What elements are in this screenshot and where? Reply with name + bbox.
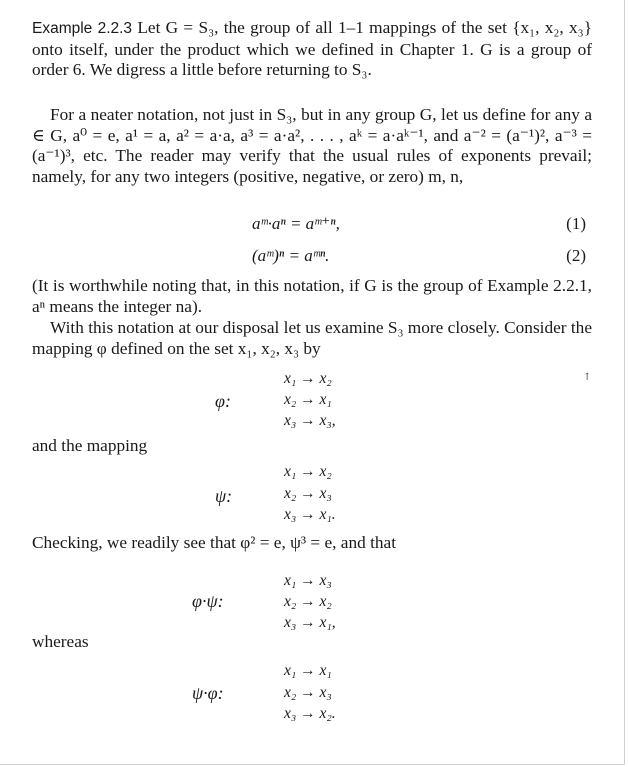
equation-2-number: (2) [566, 246, 586, 265]
checking-text: Checking, we readily see that φ² = e, ψ³ = e, and that [32, 533, 396, 552]
whereas-text: whereas [32, 632, 89, 651]
mapping-phi-psi-row-3: x₃ → x₁, [284, 614, 336, 631]
mapping-psi-phi-row-3: x₃ → x₂. [284, 705, 336, 722]
mapping-phi-psi-name: φ·ψ: [192, 591, 224, 611]
mapping-psi-name: ψ: [215, 486, 233, 506]
mapping-phi-psi-row-2: x₂ → x₂ [284, 593, 332, 610]
equation-1-number: (1) [566, 214, 586, 233]
mapping-psi-phi-row-2: x₂ → x₃ [284, 684, 332, 701]
mapping-psi-phi-row-1: x₁ → x₁ [284, 662, 332, 679]
example-paragraph [32, 18, 592, 81]
equation-2: (aᵐ)ⁿ = aᵐⁿ. [252, 246, 330, 265]
mapping-phi-name: φ: [215, 391, 231, 411]
mapping-psi-row-2: x₂ → x₃ [284, 485, 332, 502]
examine-paragraph: With this notation at our disposal let us examine S₃ more closely. Consider the mapping φ defined on the set x₁, x₂, x₃ by [32, 318, 592, 358]
mapping-phi-psi-row-1: x₁ → x₃ [284, 572, 332, 589]
mapping-phi-row-1: x₁ → x₂ [284, 370, 332, 387]
example-label: Example 2.2.3 [32, 20, 133, 37]
mapping-psi-phi-name: ψ·φ: [192, 683, 224, 703]
mapping-phi-row-3: x₃ → x₃, [284, 412, 336, 429]
margin-mark: ↑ [583, 372, 592, 383]
notation-paragraph: For a neater notation, not just in S₃, but in any group G, let us define for any a ∈ G, a⁰ = e, a¹ = a, a² = a·a, a³ = a·a², . . . , aᵏ = a·aᵏ⁻¹, and a⁻² = (a⁻¹)², a⁻³ = (a⁻¹)³, etc. The reader may verify that the usual rules of exponents prevail; namely, for any two integers (positive, negative, or zero) m, n, [32, 105, 592, 186]
mapping-psi-row-1: x₁ → x₂ [284, 463, 332, 480]
example-text: Let G = S₃, the group of all 1–1 mappings of the set {x₁, x₂, x₃} onto itself, under the product which we defined in Chapter 1. G is a group of order 6. We digress a little before returning to S₃. [32, 18, 592, 79]
equation-1: aᵐ·aⁿ = aᵐ⁺ⁿ, [252, 214, 340, 233]
mapping-phi-row-2: x₂ → x₁ [284, 391, 332, 408]
mapping-psi-row-3: x₃ → x₁. [284, 506, 336, 523]
and-mapping-text: and the mapping [32, 436, 148, 455]
note-paragraph: (It is worthwhile noting that, in this notation, if G is the group of Example 2.2.1, aⁿ means the integer na). [32, 276, 592, 316]
